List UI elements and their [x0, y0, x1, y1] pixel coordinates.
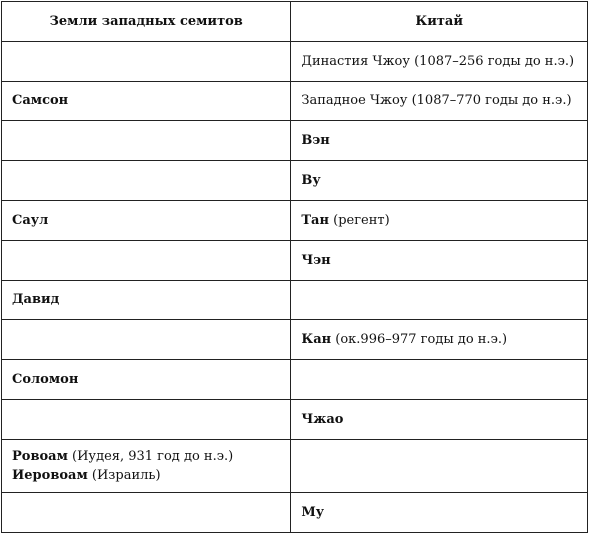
- cell-right: [291, 493, 588, 533]
- cell-left-bold: Иеровоам: [12, 467, 88, 483]
- cell-right: [291, 200, 588, 240]
- cell-right-bold: Чэн: [301, 252, 331, 268]
- table-row: [2, 200, 588, 240]
- cell-right: [291, 161, 588, 201]
- cell-right: [291, 399, 588, 439]
- cell-right-bold: Му: [301, 505, 325, 521]
- cell-left: [2, 121, 291, 161]
- cell-left: [2, 81, 291, 121]
- cell-left-line-1: [12, 447, 280, 466]
- cell-right-bold: Тан: [301, 212, 329, 228]
- cell-left: [2, 493, 291, 533]
- cell-left-bold: Самсон: [12, 93, 69, 109]
- cell-right: [291, 439, 588, 492]
- cell-left-bold: Ровоам: [12, 448, 68, 464]
- cell-right: [291, 81, 588, 121]
- table-row: [2, 240, 588, 280]
- cell-left: [2, 320, 291, 360]
- cell-right: [291, 240, 588, 280]
- cell-right-text: (ок.996–977 годы до н.э.): [331, 332, 508, 348]
- table-header-row: [2, 2, 588, 42]
- cell-left: [2, 360, 291, 400]
- cell-left-text: (Иудея, 931 год до н.э.): [67, 448, 234, 464]
- cell-right-text: (регент): [329, 212, 390, 228]
- cell-right: [291, 41, 588, 81]
- cell-left: [2, 399, 291, 439]
- header-right: Китай: [291, 2, 588, 42]
- table-row: [2, 439, 588, 492]
- cell-right: [291, 280, 588, 320]
- cell-left: [2, 41, 291, 81]
- cell-left: [2, 240, 291, 280]
- table-row: [2, 161, 588, 201]
- cell-left-text: (Израиль): [87, 467, 161, 483]
- cell-right-bold: Вэн: [301, 133, 330, 149]
- cell-left-bold: Соломон: [12, 372, 79, 388]
- cell-right-text: Западное Чжоу (1087–770 годы до н.э.): [301, 93, 572, 109]
- table-row: [2, 81, 588, 121]
- cell-right-bold: Ву: [301, 173, 321, 189]
- table-row: [2, 399, 588, 439]
- header-left: Земли западных семитов: [2, 2, 291, 42]
- cell-left-bold: Саул: [12, 212, 49, 228]
- cell-right: [291, 121, 588, 161]
- cell-left: [2, 161, 291, 201]
- cell-left: [2, 280, 291, 320]
- table-row: [2, 493, 588, 533]
- cell-right-bold: Кан: [301, 332, 332, 348]
- chronology-table: [1, 1, 588, 533]
- cell-left-bold: Давид: [12, 292, 60, 308]
- table-row: [2, 320, 588, 360]
- cell-right: [291, 360, 588, 400]
- cell-right-text: Династия Чжоу (1087–256 годы до н.э.): [301, 53, 575, 69]
- cell-left: [2, 200, 291, 240]
- table-row: [2, 360, 588, 400]
- table-row: [2, 280, 588, 320]
- cell-right-bold: Чжао: [301, 411, 344, 427]
- cell-left: [2, 439, 291, 492]
- table-row: [2, 41, 588, 81]
- table-row: [2, 121, 588, 161]
- cell-left-line-2: [12, 466, 280, 485]
- cell-right: [291, 320, 588, 360]
